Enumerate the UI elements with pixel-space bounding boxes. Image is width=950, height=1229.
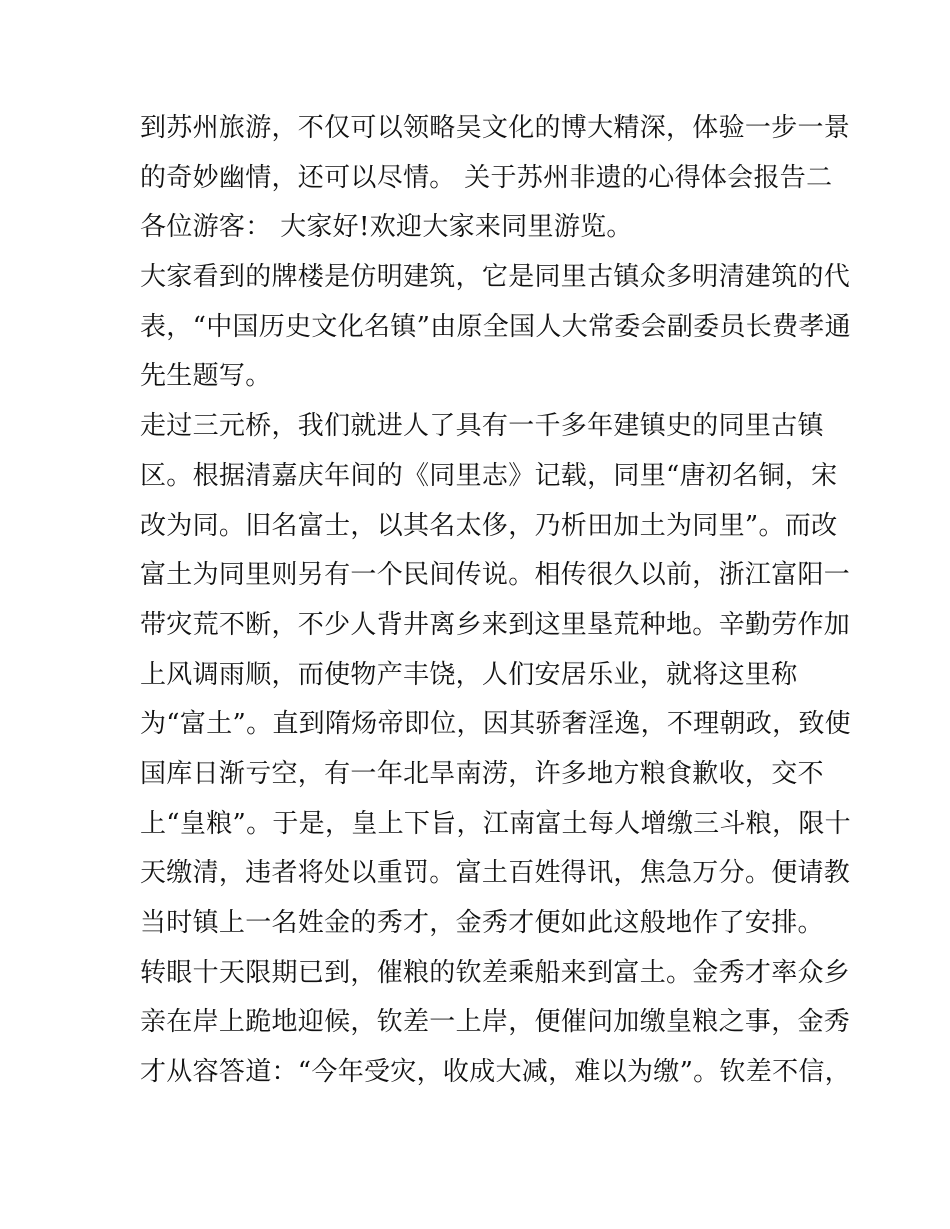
text-line: 表，“中国历史文化名镇”由原全国人大常委会副委员长费孝通	[140, 311, 851, 342]
text-line: 当时镇上一名姓金的秀才，金秀才便如此这般地作了安排。	[140, 908, 824, 938]
text-line: 的奇妙幽情，还可以尽情。 关于苏州非遗的心得体会报告二	[140, 162, 833, 193]
text-line: 天缴清，违者将处以重罚。富土百姓得讯，焦急万分。便请教	[140, 858, 851, 889]
text-line: 亲在岸上跪地迎候，钦差一上岸，便催问加缴皇粮之事，金秀	[140, 1007, 851, 1038]
body-text	[140, 104, 851, 1098]
text-line: 改为同。旧名富士，以其名太侈，乃析田加土为同里”。而改	[140, 510, 838, 541]
text-line: 各位游客： 大家好!欢迎大家来同里游览。	[140, 212, 633, 243]
text-line: 大家看到的牌楼是仿明建筑，它是同里古镇众多明清建筑的代	[140, 262, 851, 293]
text-line: 到苏州旅游，不仅可以领略吴文化的博大精深，体验一步一景	[140, 113, 851, 143]
text-line: 先生题写。	[140, 361, 272, 392]
text-line: 上风调雨顺，而使物产丰饶，人们安居乐业，就将这里称	[140, 659, 798, 690]
text-line: 走过三元桥，我们就进人了具有一千多年建镇史的同里古镇	[140, 411, 824, 442]
text-line: 上“皇粮”。于是，皇上下旨，江南富土每人增缴三斗粮，限十	[140, 808, 851, 839]
text-line: 才从容答道：“今年受灾，收成大减，难以为缴”。钦差不信，	[140, 1057, 851, 1088]
text-line: 区。根据清嘉庆年间的《同里志》记载，同里“唐初名铜，宋	[140, 460, 838, 491]
text-line: 国库日渐亏空，有一年北旱南涝，许多地方粮食歉收，交不	[140, 758, 824, 789]
text-line: 富土为同里则另有一个民间传说。相传很久以前，浙江富阳一	[140, 560, 851, 591]
text-line: 转眼十天限期已到，催粮的钦差乘船来到富土。金秀才率众乡	[140, 957, 851, 988]
text-line: 带灾荒不断，不少人背井离乡来到这里垦荒种地。辛勤劳作加	[140, 609, 851, 640]
text-line: 为“富土”。直到隋炀帝即位，因其骄奢淫逸，不理朝政，致使	[140, 709, 851, 740]
